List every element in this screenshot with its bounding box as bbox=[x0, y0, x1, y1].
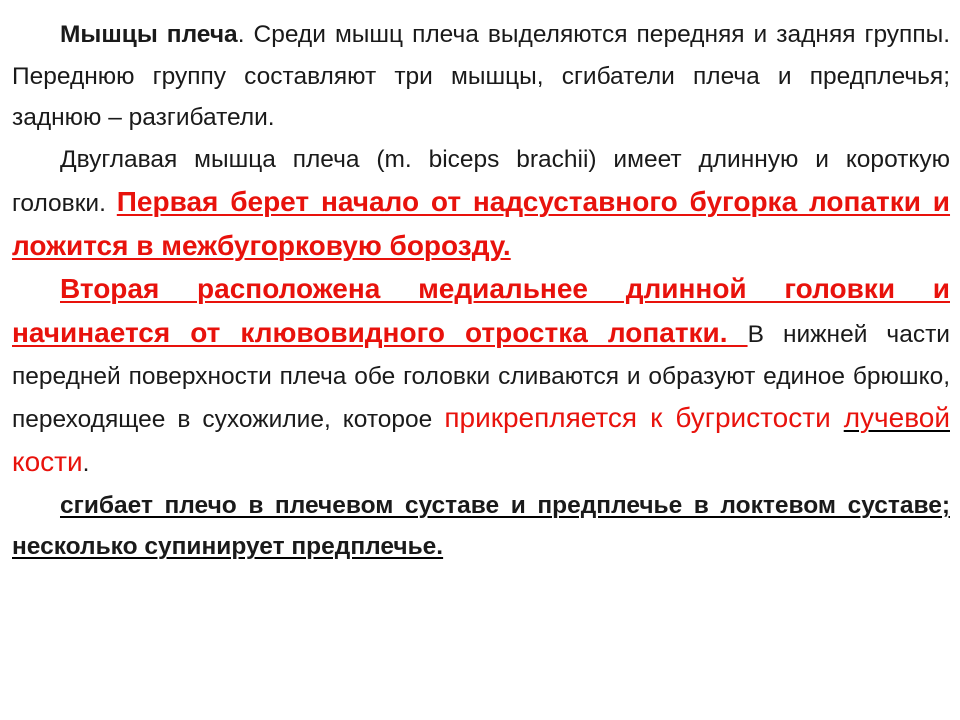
belly-tendon-text: В нижней части передней поверхности плеча обе головки сливаются и образуют единое брюшко, переходящее в сухожилие, которое bbox=[12, 320, 950, 434]
paragraph-shoulder-muscles-intro bbox=[12, 14, 950, 139]
function-text: сгибает плечо в плечевом суставе и предплечье в локтевом суставе; несколько супинирует предплечье. bbox=[12, 491, 950, 561]
intro-text: . Среди мышц плеча выделяются передняя и задняя группы. Переднюю группу составляют три мышцы, сгибатели плеча и предплечья; заднюю – разгибатели. bbox=[12, 21, 950, 132]
insertion-text: прикрепляется к бугристости bbox=[444, 402, 844, 434]
paragraph-function bbox=[12, 485, 950, 568]
sentence-end: . bbox=[82, 450, 90, 478]
bone-word: кости bbox=[12, 446, 83, 478]
slide-content bbox=[12, 14, 950, 568]
section-title: Мышцы плеча bbox=[60, 21, 238, 48]
long-head-origin-highlight: Первая берет начало от надсуставного бугорка лопатки и ложится в межбугорковую борозду. bbox=[12, 185, 951, 261]
short-head-origin-highlight: Вторая расположена медиальнее длинной головки и начинается от клювовидного отростка лопатки. bbox=[12, 273, 950, 348]
paragraph-short-head-insertion bbox=[12, 268, 950, 485]
radius-word: лучевой bbox=[843, 402, 950, 434]
paragraph-biceps-heads bbox=[12, 139, 950, 268]
biceps-description-text: Двуглавая мышца плеча (m. biceps brachii) имеет длинную и короткую головки. bbox=[12, 146, 950, 217]
